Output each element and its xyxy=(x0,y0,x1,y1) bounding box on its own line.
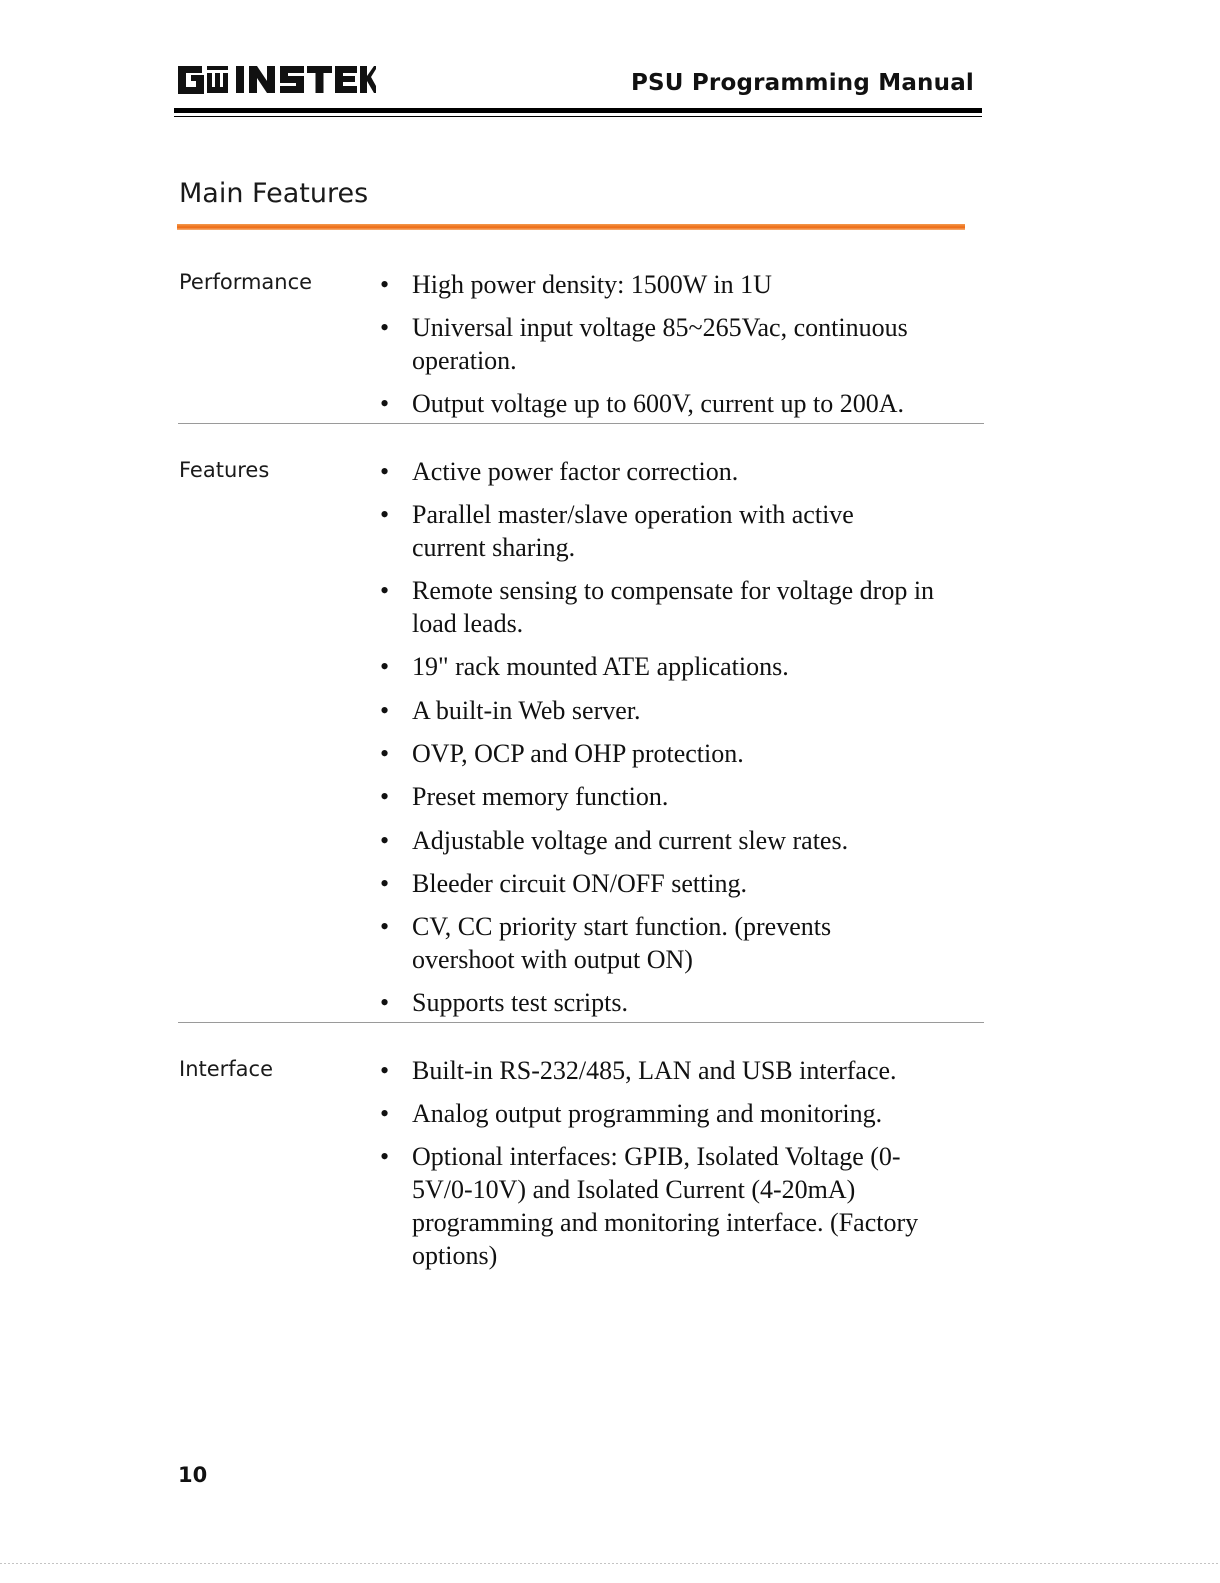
group-label-interface: Interface xyxy=(179,1057,274,1081)
bullet-dot: • xyxy=(380,389,390,418)
manual-title: PSU Programming Manual xyxy=(630,70,974,96)
header-rule-thin xyxy=(174,116,982,117)
group-divider xyxy=(178,423,984,424)
bullet-dot: • xyxy=(380,457,390,486)
list-item: A built-in Web server. xyxy=(412,696,641,725)
list-item: Output voltage up to 600V, current up to 200A. xyxy=(412,389,905,418)
bullet-dot: • xyxy=(380,270,390,299)
header-rule xyxy=(174,108,982,113)
bullet-dot: • xyxy=(380,912,390,941)
list-item: High power density: 1500W in 1U xyxy=(412,270,772,299)
bullet-dot: • xyxy=(380,782,390,811)
list-item: OVP, OCP and OHP protection. xyxy=(412,739,744,768)
list-item: Bleeder circuit ON/OFF setting. xyxy=(412,869,748,898)
list-item: CV, CC priority start function. (prevents overshoot with output ON) xyxy=(412,912,832,974)
gw-instek-logo xyxy=(176,60,376,100)
bullet-dot: • xyxy=(380,313,390,342)
bullet-dot: • xyxy=(380,652,390,681)
bullet-dot: • xyxy=(380,739,390,768)
bullet-dot: • xyxy=(380,500,390,529)
bullet-dot: • xyxy=(380,869,390,898)
bullet-dot: • xyxy=(380,1099,390,1128)
list-item: Active power factor correction. xyxy=(412,457,739,486)
list-item: Preset memory function. xyxy=(412,782,669,811)
group-divider xyxy=(178,1022,984,1023)
group-label-features: Features xyxy=(179,458,270,482)
list-item: Adjustable voltage and current slew rates. xyxy=(412,826,849,855)
bullet-dot: • xyxy=(380,696,390,725)
bullet-dot: • xyxy=(380,1142,390,1171)
list-item: Remote sensing to compensate for voltage drop in load leads. xyxy=(412,576,935,638)
list-item: 19" rack mounted ATE applications. xyxy=(412,652,789,681)
bullet-dot: • xyxy=(380,576,390,605)
list-item: Universal input voltage 85~265Vac, continuous operation. xyxy=(412,313,908,375)
list-item: Supports test scripts. xyxy=(412,988,628,1017)
bullet-dot: • xyxy=(380,826,390,855)
bullet-dot: • xyxy=(380,1056,390,1085)
bullet-dot: • xyxy=(380,988,390,1017)
list-item: Parallel master/slave operation with active current sharing. xyxy=(412,500,854,562)
list-item: Optional interfaces: GPIB, Isolated Voltage (0-5V/0-10V) and Isolated Current (4-20mA) programming and monitoring interface. (Factory options) xyxy=(412,1142,919,1270)
list-item: Built-in RS-232/485, LAN and USB interface. xyxy=(412,1056,897,1085)
scan-edge-dots xyxy=(0,1563,1220,1565)
section-accent-rule xyxy=(177,224,965,230)
list-item: Analog output programming and monitoring. xyxy=(412,1099,883,1128)
section-title: Main Features xyxy=(179,178,369,209)
page-number: 10 xyxy=(178,1463,208,1487)
group-label-performance: Performance xyxy=(179,270,313,294)
